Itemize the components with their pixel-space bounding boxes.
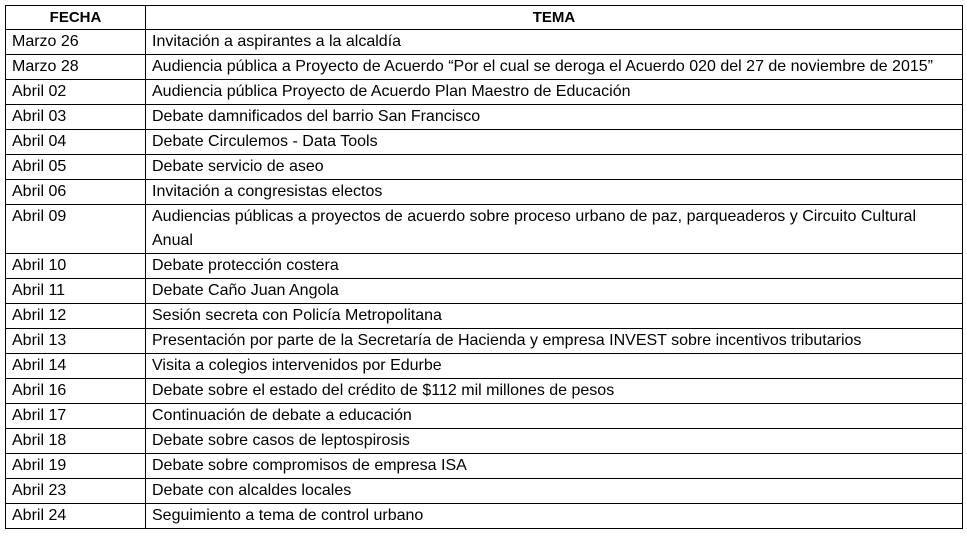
fecha-cell: Abril 03 bbox=[6, 105, 146, 130]
table-row bbox=[6, 105, 963, 130]
fecha-cell: Marzo 28 bbox=[6, 55, 146, 80]
table-header bbox=[6, 6, 963, 30]
fecha-cell: Abril 24 bbox=[6, 504, 146, 529]
fecha-cell: Abril 04 bbox=[6, 130, 146, 155]
tema-cell: Debate con alcaldes locales bbox=[146, 479, 963, 504]
table-row bbox=[6, 55, 963, 80]
tema-cell: Invitación a aspirantes a la alcaldía bbox=[146, 30, 963, 55]
tema-cell: Debate servicio de aseo bbox=[146, 155, 963, 180]
header-row bbox=[6, 6, 963, 30]
table-row bbox=[6, 504, 963, 529]
tema-cell: Debate protección costera bbox=[146, 254, 963, 279]
table-row bbox=[6, 404, 963, 429]
fecha-cell: Abril 09 bbox=[6, 205, 146, 254]
table-row bbox=[6, 180, 963, 205]
table-row bbox=[6, 155, 963, 180]
fecha-cell: Marzo 26 bbox=[6, 30, 146, 55]
table-row bbox=[6, 379, 963, 404]
fecha-cell: Abril 05 bbox=[6, 155, 146, 180]
table-row bbox=[6, 429, 963, 454]
fecha-cell: Abril 18 bbox=[6, 429, 146, 454]
tema-cell: Invitación a congresistas electos bbox=[146, 180, 963, 205]
tema-cell: Sesión secreta con Policía Metropolitana bbox=[146, 304, 963, 329]
table-row bbox=[6, 304, 963, 329]
fecha-cell: Abril 17 bbox=[6, 404, 146, 429]
tema-cell: Debate Circulemos - Data Tools bbox=[146, 130, 963, 155]
column-header-fecha: FECHA bbox=[6, 6, 146, 30]
tema-cell: Audiencia pública a Proyecto de Acuerdo “Por el cual se deroga el Acuerdo 020 del 27 de noviembre de 2015” bbox=[146, 55, 963, 80]
tema-cell: Seguimiento a tema de control urbano bbox=[146, 504, 963, 529]
tema-cell: Debate sobre el estado del crédito de $112 mil millones de pesos bbox=[146, 379, 963, 404]
table-row bbox=[6, 30, 963, 55]
tema-cell: Debate sobre casos de leptospirosis bbox=[146, 429, 963, 454]
tema-cell: Audiencias públicas a proyectos de acuerdo sobre proceso urbano de paz, parqueaderos y Circuito Cultural Anual bbox=[146, 205, 963, 254]
fecha-cell: Abril 23 bbox=[6, 479, 146, 504]
fecha-cell: Abril 10 bbox=[6, 254, 146, 279]
tema-cell: Visita a colegios intervenidos por Edurbe bbox=[146, 354, 963, 379]
fecha-cell: Abril 02 bbox=[6, 80, 146, 105]
table-body bbox=[6, 30, 963, 529]
fecha-cell: Abril 06 bbox=[6, 180, 146, 205]
fecha-cell: Abril 13 bbox=[6, 329, 146, 354]
tema-cell: Audiencia pública Proyecto de Acuerdo Plan Maestro de Educación bbox=[146, 80, 963, 105]
fecha-cell: Abril 19 bbox=[6, 454, 146, 479]
table-row bbox=[6, 329, 963, 354]
tema-cell: Continuación de debate a educación bbox=[146, 404, 963, 429]
tema-cell: Debate damnificados del barrio San Francisco bbox=[146, 105, 963, 130]
table-row bbox=[6, 279, 963, 304]
table-row bbox=[6, 205, 963, 254]
tema-cell: Debate Caño Juan Angola bbox=[146, 279, 963, 304]
tema-cell: Presentación por parte de la Secretaría de Hacienda y empresa INVEST sobre incentivos tributarios bbox=[146, 329, 963, 354]
column-header-tema: TEMA bbox=[146, 6, 963, 30]
table-row bbox=[6, 454, 963, 479]
table-row bbox=[6, 479, 963, 504]
fecha-cell: Abril 12 bbox=[6, 304, 146, 329]
fecha-cell: Abril 14 bbox=[6, 354, 146, 379]
table-row bbox=[6, 254, 963, 279]
table-row bbox=[6, 354, 963, 379]
fecha-cell: Abril 11 bbox=[6, 279, 146, 304]
agenda-table bbox=[5, 5, 963, 529]
table-row bbox=[6, 80, 963, 105]
fecha-cell: Abril 16 bbox=[6, 379, 146, 404]
tema-cell: Debate sobre compromisos de empresa ISA bbox=[146, 454, 963, 479]
table-row bbox=[6, 130, 963, 155]
